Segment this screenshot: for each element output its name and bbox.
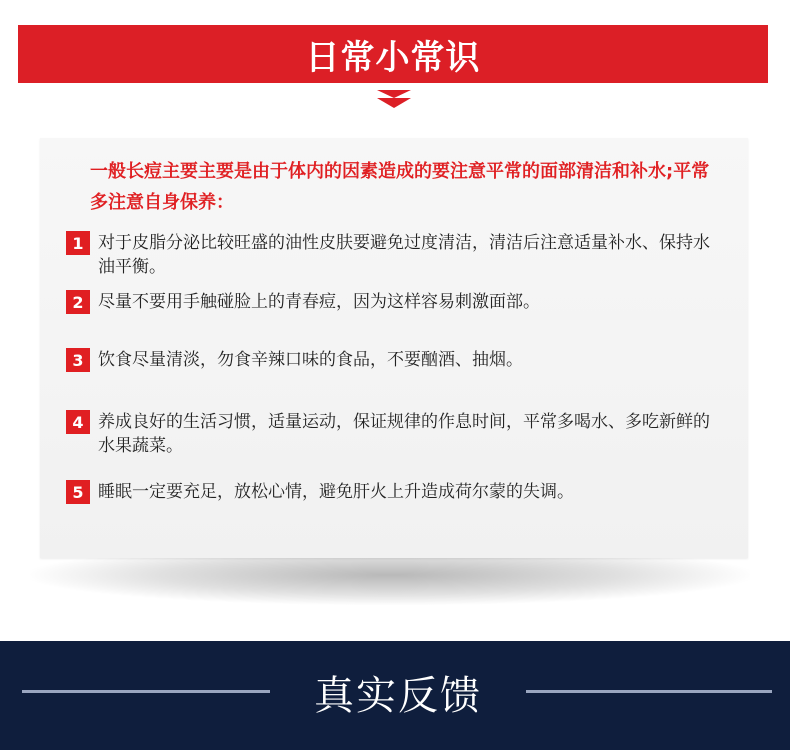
tip-text: 饮食尽量清淡，勿食辛辣口味的食品，不要酗酒、抽烟。 xyxy=(98,350,523,370)
chevron-down-double-icon xyxy=(377,90,411,110)
divider-line-left xyxy=(22,690,270,693)
number-badge: 3 xyxy=(66,348,90,372)
header-title: 日常小常识 xyxy=(305,37,481,78)
card-shadow xyxy=(30,555,750,605)
divider-line-right xyxy=(526,690,772,693)
intro-text: 一般长痘主要主要是由于体内的因素造成的要注意平常的面部清洁和补水;平常多注意自身保养： xyxy=(90,161,710,213)
number-badge: 5 xyxy=(66,480,90,504)
feedback-title: 真实反馈 xyxy=(314,672,482,719)
header-banner xyxy=(18,25,768,83)
number-badge: 4 xyxy=(66,410,90,434)
tip-text: 睡眠一定要充足，放松心情，避免肝火上升造成荷尔蒙的失调。 xyxy=(98,482,574,502)
tip-text: 对于皮脂分泌比较旺盛的油性皮肤要避免过度清洁，清洁后注意适量补水、保持水油平衡。 xyxy=(98,233,710,277)
tip-text: 尽量不要用手触碰脸上的青春痘，因为这样容易刺激面部。 xyxy=(98,292,540,312)
number-badge: 1 xyxy=(66,231,90,255)
number-badge: 2 xyxy=(66,290,90,314)
tip-text: 养成良好的生活习惯，适量运动，保证规律的作息时间，平常多喝水、多吃新鲜的水果蔬菜。 xyxy=(98,412,710,456)
